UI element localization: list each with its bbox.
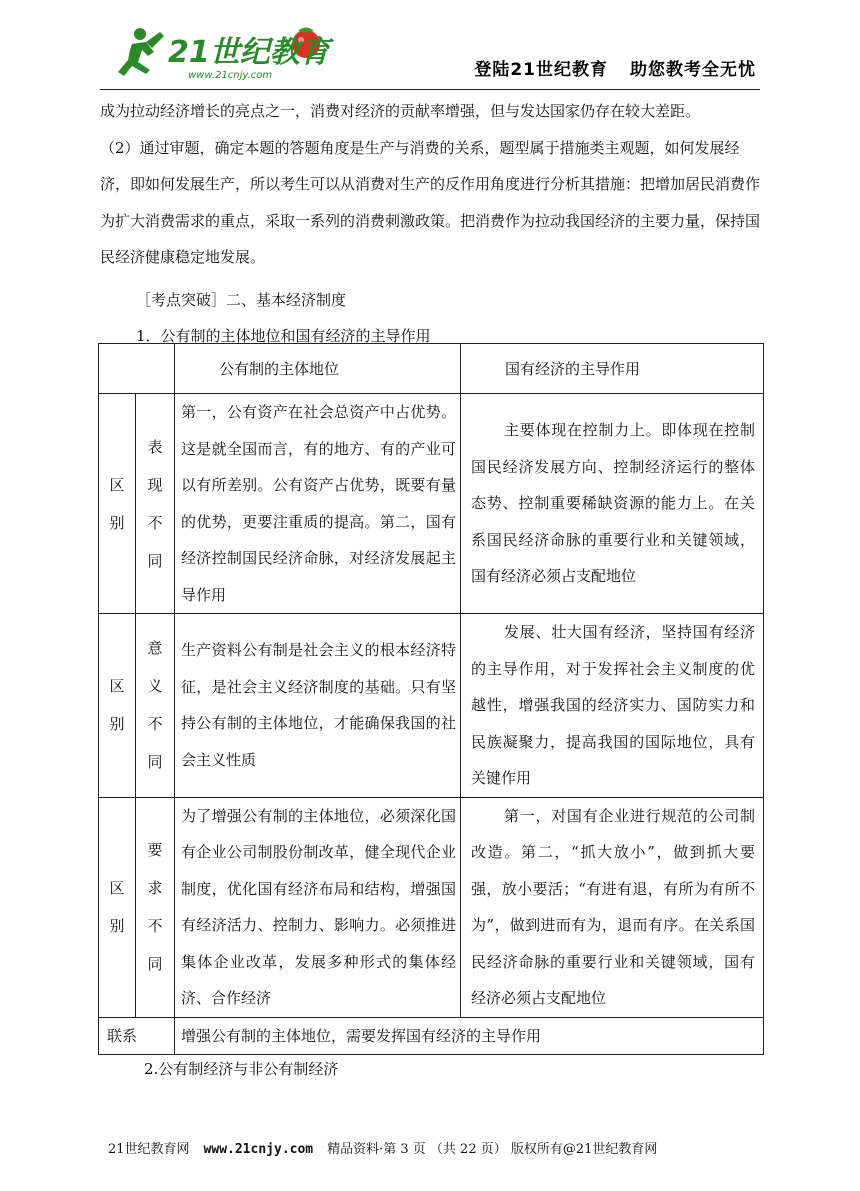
row-right-cell: 发展、壮大国有经济，坚持国有经济的主导作用，对于发挥社会主义制度的优越性，增强我国的经济实力、国防实力和民族凝聚力，提高我国的国际地位，具有关键作用 [461,614,764,798]
paragraph-continuation: 成为拉动经济增长的亮点之一，消费对经济的贡献率增强，但与发达国家仍存在较大差距。 [100,102,701,120]
row-right-cell: 主要体现在控制力上。即体现在控制国民经济发展方向、控制经济运行的整体态势、控制重要稀缺资源的能力上。在关系国民经济命脉的重要行业和关键领域，国有经济必须占支配地位 [461,394,764,614]
row-left-cell: 第一，公有资产在社会总资产中占优势。这是就全国而言，有的地方、有的产业可以有所差别。公有资产占优势，既要有量的优势，更要注重质的提高。第二，国有经济控制国民经济命脉，对经济发展起主导作用 [175,394,461,614]
row-right-cell: 第一，对国有企业进行规范的公司制改造。第二，“抓大放小”，做到抓大要强，放小要活；“有进有退，有所为有所不为”，做到进而有为，退而有序。在关系国民经济命脉的重要行业和关键领域，国有经济必须占支配地位 [461,797,764,1017]
logo-graphic [110,22,350,84]
footer-url[interactable]: www.21cnjy.com [203,1142,314,1157]
header-slogan [474,55,756,80]
row-left-cell: 为了增强公有制的主体地位，必须深化国有企业公司制股份制改革，健全现代企业制度，优化国有经济布局和结构，增强国有经济活力、控制力、影响力。必须推进集体企业改革，发展多种形式的集体经济、合作经济 [175,797,461,1017]
link-text: 增强公有制的主体地位，需要发挥国有经济的主导作用 [175,1017,764,1054]
paragraph-answer-2: （2）通过审题，确定本题的答题角度是生产与消费的关系，题型属于措施类主观题，如何发展经济，即如何发展生产，所以考生可以从消费对生产的反作用角度进行分析其措施：把增加居民消费作为扩大消费需求的重点，采取一系列的消费刺激政策。把消费作为拉动我国经济的主要力量，保持国民经济健康稳定地发展。 [100,138,761,266]
next-heading: 2.公有制经济与非公有制经济 [144,1060,339,1078]
row-category-label: 区别 [99,394,136,614]
table-corner-cell [99,344,175,394]
svg-text:21世纪教育: 21世纪教育 [168,35,330,70]
subsection-title: 1．公有制的主体地位和国有经济的主导作用 [136,327,431,345]
row-left-cell: 生产资料公有制是社会主义的根本经济特征，是社会主义经济制度的基础。只有坚持公有制的主体地位，才能确保我国的社会主义性质 [175,614,461,798]
table-row [99,797,764,1017]
row-sub-label: 表现不同 [136,394,175,614]
table-row [99,614,764,798]
section-title: ［考点突破］二、基本经济制度 [136,290,347,309]
body-text [100,93,762,355]
page-footer [108,1138,657,1157]
slogan-left: 登陆21世纪教育 [474,60,608,80]
site-logo[interactable] [110,22,350,84]
table-row [99,394,764,614]
table-link-row [99,1017,764,1054]
link-label: 联系 [99,1017,175,1054]
slogan-right: 助您教考全无忧 [630,60,756,80]
footer-site: 21世纪教育网 [108,1142,190,1157]
column-header-right: 国有经济的主导作用 [461,344,764,394]
row-sub-label: 要求不同 [136,797,175,1017]
header-divider [100,89,760,90]
svg-text:www.21cnjy.com: www.21cnjy.com [188,70,273,81]
row-category-label: 区别 [99,797,136,1017]
table-header-row [99,344,764,394]
row-category-label: 区别 [99,614,136,798]
column-header-left: 公有制的主体地位 [175,344,461,394]
comparison-table [98,343,764,1055]
footer-page-info: 精品资料·第 3 页 （共 22 页） 版权所有@21世纪教育网 [327,1142,658,1157]
page-header [100,22,760,90]
row-sub-label: 意义不同 [136,614,175,798]
